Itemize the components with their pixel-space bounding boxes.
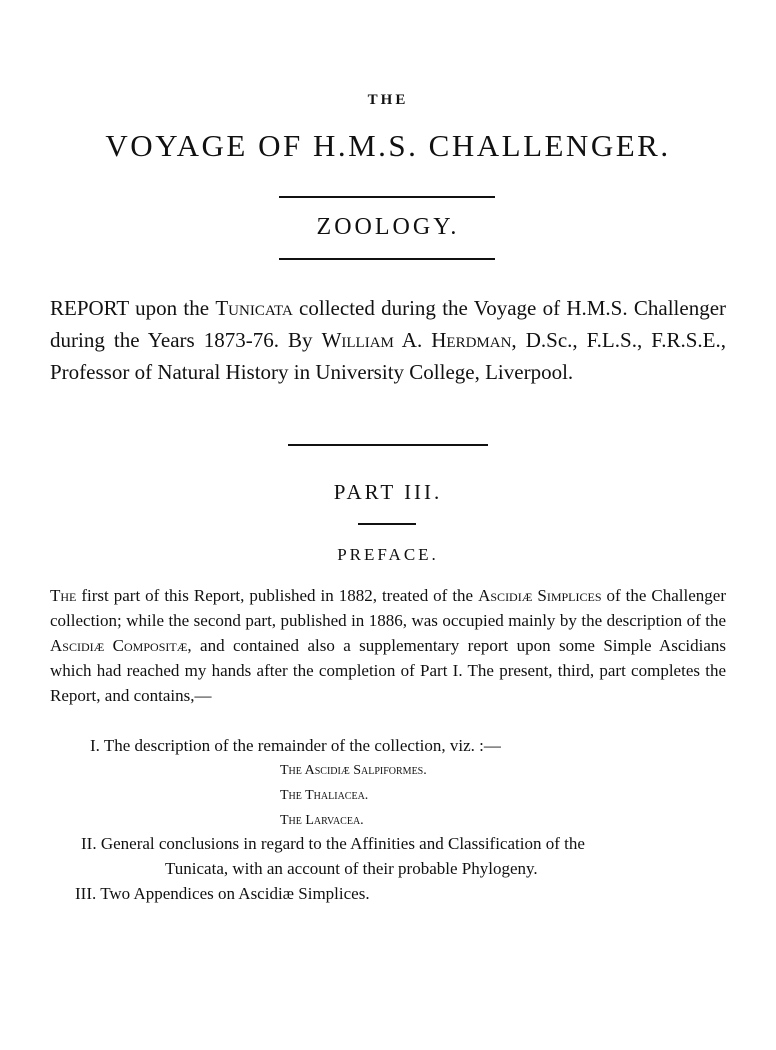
rule-divider [279, 196, 495, 198]
list-number: II. [81, 834, 97, 853]
preface-text: of the Challenger collection; while the second part, published in 1886, was occupied mainly by the description of the [50, 586, 727, 630]
list-item [50, 733, 726, 758]
list-text: General conclusions in regard to the Affinities and Classification of the [100, 834, 585, 853]
sub-item: The Thaliacea. [280, 788, 369, 803]
rule-divider [288, 444, 488, 446]
report-author: William A. Herdman [321, 328, 512, 352]
list-item-continuation: Tunicata, with an account of their probable Phylogeny. [165, 859, 538, 878]
report-subject: Tunicata [215, 296, 293, 320]
list-item [50, 881, 726, 906]
report-text: upon the [128, 296, 216, 320]
list-text: The description of the remainder of the collection, viz. :— [103, 736, 501, 755]
list-item [50, 831, 726, 856]
list-number: I. [90, 736, 100, 755]
part-title: PART III. [333, 480, 443, 504]
preface-title: PREFACE. [337, 545, 439, 564]
heading-the: THE [367, 92, 409, 108]
main-title: VOYAGE OF H.M.S. CHALLENGER. [105, 128, 671, 163]
report-text: , D.Sc., F.L.S., F.R.S.E., Professor of Natural History in University College, Liverpool. [50, 328, 727, 384]
section-title: ZOOLOGY. [316, 214, 460, 240]
report-text: collected during the Voyage of H.M.S. Challenger during the Years 1873-76. By [50, 296, 727, 352]
report-description [50, 292, 726, 388]
list-text: Two Appendices on Ascidiæ Simplices. [100, 884, 370, 903]
rule-divider [358, 523, 416, 525]
preface-text: , and contained also a supplementary report upon some Simple Ascidians which had reached my hands after the completion of Part I. The present, third, part completes the Report, and contains,— [50, 636, 726, 705]
list-number: III. [75, 884, 97, 903]
preface-text: first part of this Report, published in 1882, treated of the [76, 586, 479, 605]
preface-term: Ascidiæ Compositæ [50, 636, 188, 655]
preface-paragraph [50, 583, 726, 708]
rule-divider [279, 258, 495, 260]
sub-item: The Ascidiæ Salpiformes. [280, 763, 427, 778]
sub-item: The Larvacea. [280, 813, 364, 828]
preface-word: The [50, 586, 77, 605]
report-lead: REPORT [50, 296, 129, 320]
preface-term: Ascidiæ Simplices [478, 586, 602, 605]
